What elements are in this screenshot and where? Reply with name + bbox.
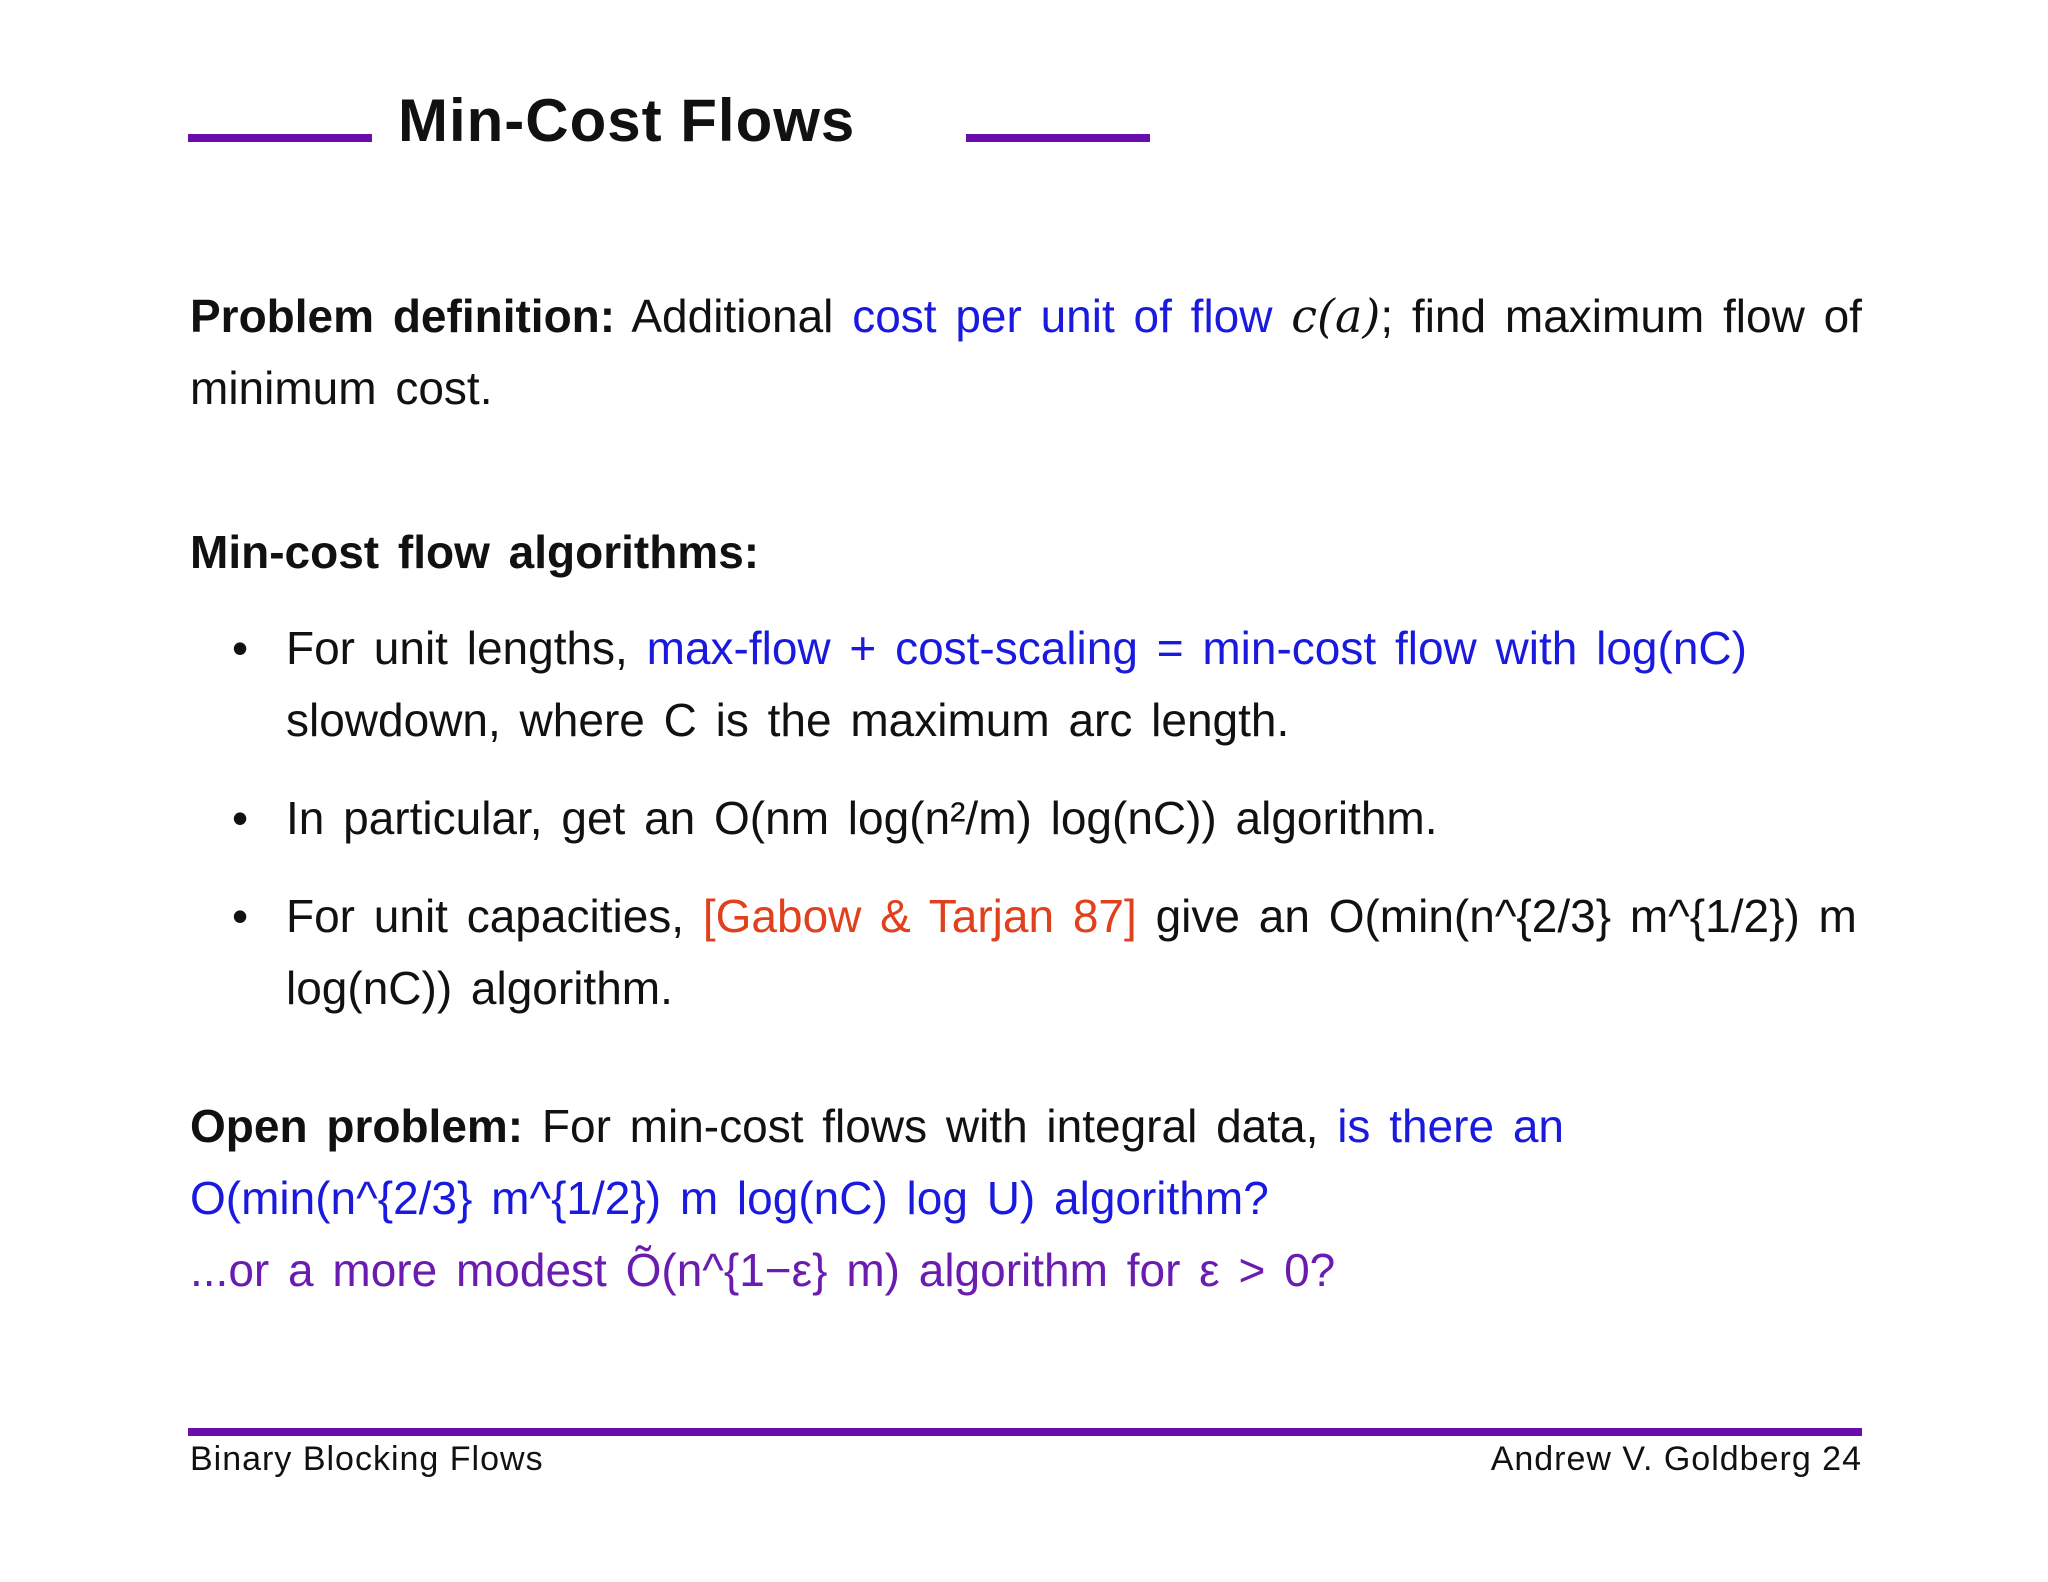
page-title: Min-Cost Flows <box>398 87 856 154</box>
list-item <box>232 880 1862 1024</box>
list-item <box>232 612 1862 756</box>
bullet2-text: In particular, get an O(nm log(n²/m) log(nC)) algorithm. <box>286 792 1438 844</box>
bullet3-text-after: give an O(min(n^{2/3} m^{1/2}) m log(nC)) algorithm. <box>286 890 1857 1014</box>
footer-left: Binary Blocking Flows <box>190 1440 544 1478</box>
footer-right: Andrew V. Goldberg 24 <box>1490 1440 1862 1478</box>
algorithms-list <box>232 612 1862 1050</box>
bullet1-text-after: slowdown, where C is the maximum arc length. <box>286 694 1290 746</box>
problem-text-after: ; find maximum flow of minimum cost. <box>190 290 1862 414</box>
footer-rule <box>188 1428 1862 1436</box>
bullet1-highlight: max-flow + cost-scaling = min-cost flow with log(nC) <box>646 622 1747 674</box>
bullet-icon: • <box>232 622 249 674</box>
bullet3-text-before: For unit capacities, <box>286 890 685 942</box>
bullet-icon: • <box>232 792 249 844</box>
open-problem-question: is there an O(min(n^{2/3} m^{1/2}) m log(nC) log U) algorithm? <box>190 1100 1564 1224</box>
list-item <box>232 782 1862 854</box>
problem-math: c(a) <box>1291 289 1381 343</box>
problem-highlight: cost per unit of flow <box>852 290 1273 342</box>
problem-label: Problem definition: <box>190 290 616 342</box>
open-problem-label: Open problem: <box>190 1100 524 1152</box>
open-problem-followup: ...or a more modest Õ(n^{1−ε} m) algorithm for ε > 0? <box>190 1244 1336 1296</box>
algorithms-heading: Min-cost flow algorithms: <box>190 526 760 578</box>
bullet3-citation: [Gabow & Tarjan 87] <box>702 890 1137 942</box>
open-problem <box>190 1090 1862 1306</box>
bullet-icon: • <box>232 890 249 942</box>
title-rule-left <box>188 134 372 142</box>
problem-definition <box>190 280 1862 424</box>
bullet1-text-before: For unit lengths, <box>286 622 628 674</box>
title-rule-right <box>966 134 1150 142</box>
problem-text-before: Additional <box>631 290 834 342</box>
open-problem-text-before: For min-cost flows with integral data, <box>541 1100 1319 1152</box>
